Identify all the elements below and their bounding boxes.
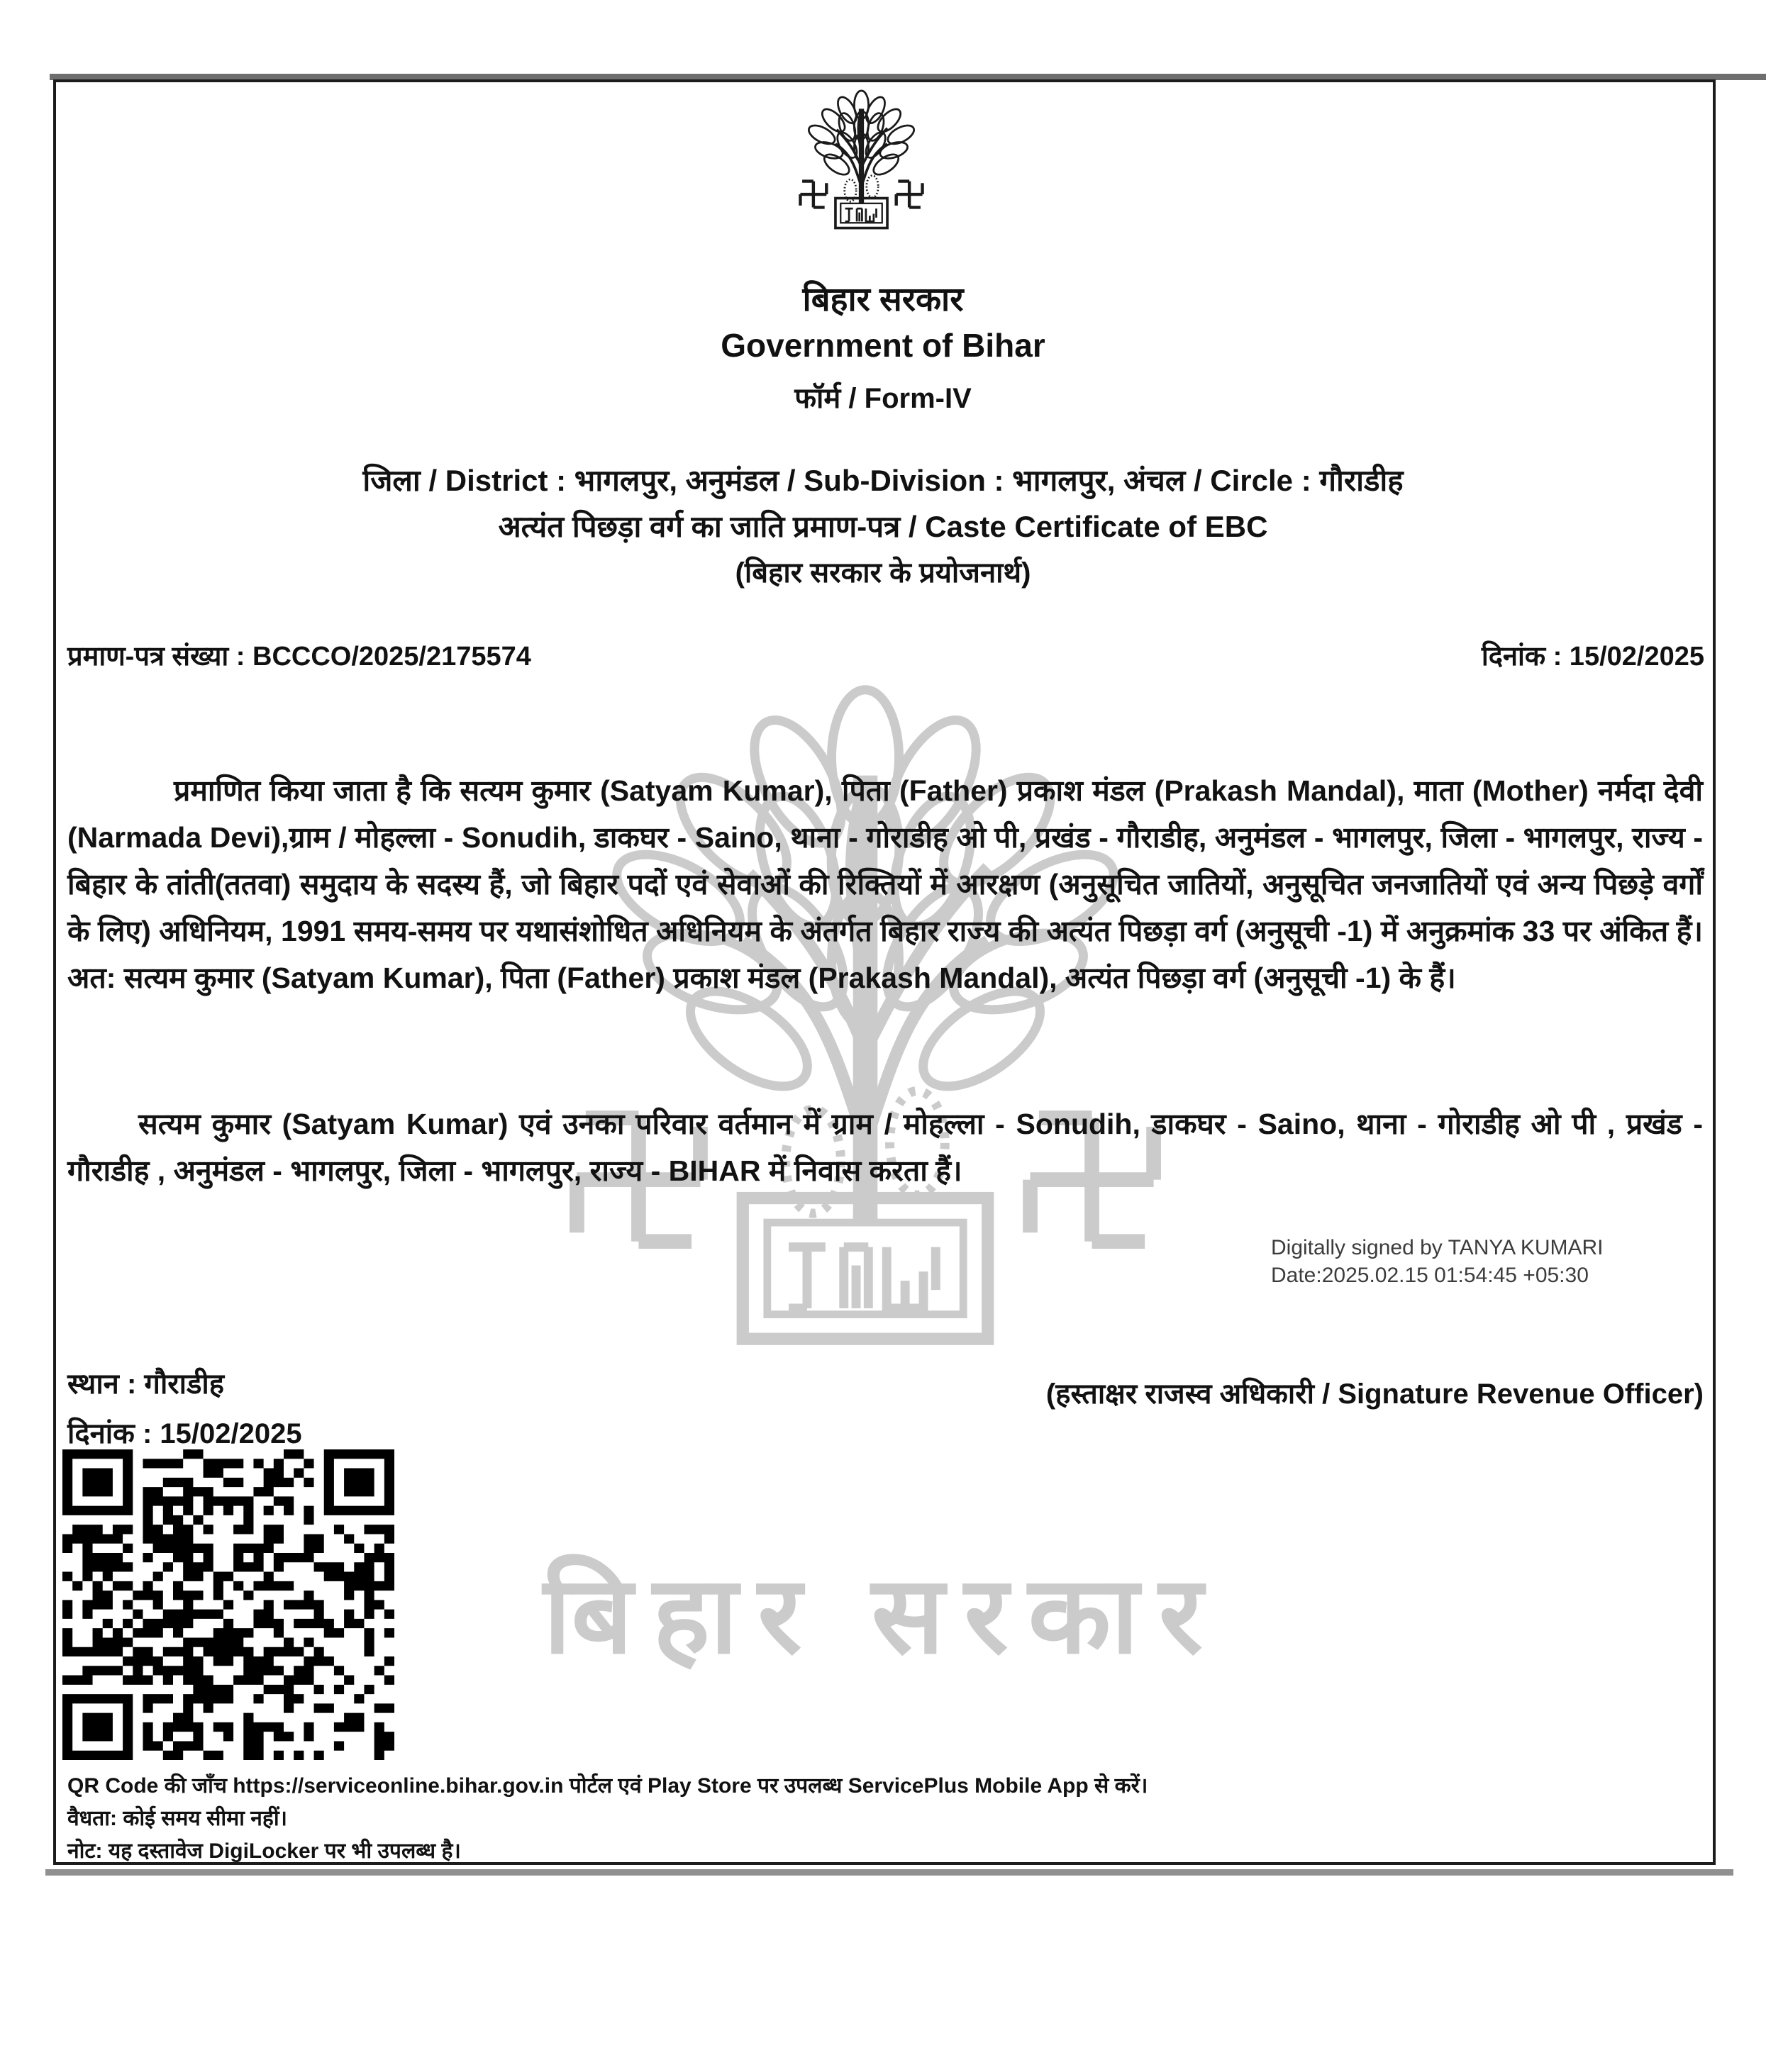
certificate-paragraph-1: प्रमाणित किया जाता है कि सत्यम कुमार (Satyam Kumar), पिता (Father) प्रकाश मंडल (Prakash Mandal), माता (Mother) नर्मदा देवी (Narmada Devi),ग्राम / मोहल्ला - Sonudih, डाकघर - Saino, थाना - गोराडीह ओ पी, प्रखंड - गौराडीह, अनुमंडल - भागलपुर, जिला - भागलपुर, राज्य - बिहार के तांती(ततवा) समुदाय के सदस्य हैं, जो बिहार पदों एवं सेवाओं की रिक्तियों में आरक्षण (अनुसूचित जातियों, अनुसूचित जनजातियों एवं अन्य पिछड़े वर्गों के लिए) अधिनियम, 1991 समय-समय पर यथासंशोधित अधिनियम के अंतर्गत बिहार राज्य की अत्यंत पिछड़ा वर्ग (अनुसूची -1) में अनुक्रमांक 33 पर अंकित हैं। अत: सत्यम कुमार (Satyam Kumar), पिता (Father) प्रकाश मंडल (Prakash Mandal), अत्यंत पिछड़ा वर्ग (अनुसूची -1) के हैं। bbox=[67, 774, 1703, 994]
watermark-text: बिहार सरकार bbox=[543, 1555, 1223, 1676]
issue-date: दिनांक : 15/02/2025 bbox=[1481, 642, 1704, 672]
form-line: फॉर्म / Form-IV bbox=[794, 383, 972, 414]
certificate-paragraph-2: सत्यम कुमार (Satyam Kumar) एवं उनका परिवार वर्तमान में ग्राम / मोहल्ला - Sonudih, डाकघर - Saino, थाना - गोराडीह ओ पी , प्रखंड - गौराडीह , अनुमंडल - भागलपुर, जिला - भागलपुर, राज्य - BIHAR में निवास करता हैं। bbox=[67, 1108, 1703, 1187]
district-subdivision-circle-line: जिला / District : भागलपुर, अनुमंडल / Sub-Division : भागलपुर, अंचल / Circle : गौराडीह bbox=[362, 464, 1404, 497]
digilocker-note: नोट: यह दस्तावेज DigiLocker पर भी उपलब्ध है। bbox=[67, 1839, 461, 1863]
certificate-number: प्रमाण-पत्र संख्या : BCCCO/2025/2175574 bbox=[67, 642, 531, 672]
digital-signature-line2: Date:2025.02.15 01:54:45 +05:30 bbox=[1271, 1264, 1589, 1287]
qr-check-note: QR Code की जाँच https://serviceonline.bihar.gov.in पोर्टल एवं Play Store पर उपलब्ध ServicePlus Mobile App से करें। bbox=[67, 1774, 1148, 1798]
bihar-emblem-icon bbox=[789, 89, 934, 240]
qr-code bbox=[62, 1449, 394, 1760]
digital-signature-line1: Digitally signed by TANYA KUMARI bbox=[1271, 1236, 1604, 1259]
title-hindi: बिहार सरकार bbox=[802, 280, 964, 318]
signature-officer-line: (हस्ताक्षर राजस्व अधिकारी / Signature Revenue Officer) bbox=[1045, 1378, 1704, 1410]
bottom-scan-rule bbox=[45, 1869, 1733, 1876]
validity-note: वैधता: कोई समय सीमा नहीं। bbox=[67, 1807, 287, 1830]
place-line: स्थान : गौराडीह bbox=[67, 1369, 225, 1400]
footer-notes bbox=[67, 1770, 1699, 1868]
footer-date-line: दिनांक : 15/02/2025 bbox=[67, 1418, 302, 1449]
digital-signature-block bbox=[1271, 1234, 1604, 1289]
certificate-title: अत्यंत पिछड़ा वर्ग का जाति प्रमाण-पत्र / Caste Certificate of EBC bbox=[498, 510, 1268, 543]
title-english: Government of Bihar bbox=[721, 327, 1045, 364]
purpose-line: (बिहार सरकार के प्रयोजनार्थ) bbox=[735, 557, 1031, 589]
